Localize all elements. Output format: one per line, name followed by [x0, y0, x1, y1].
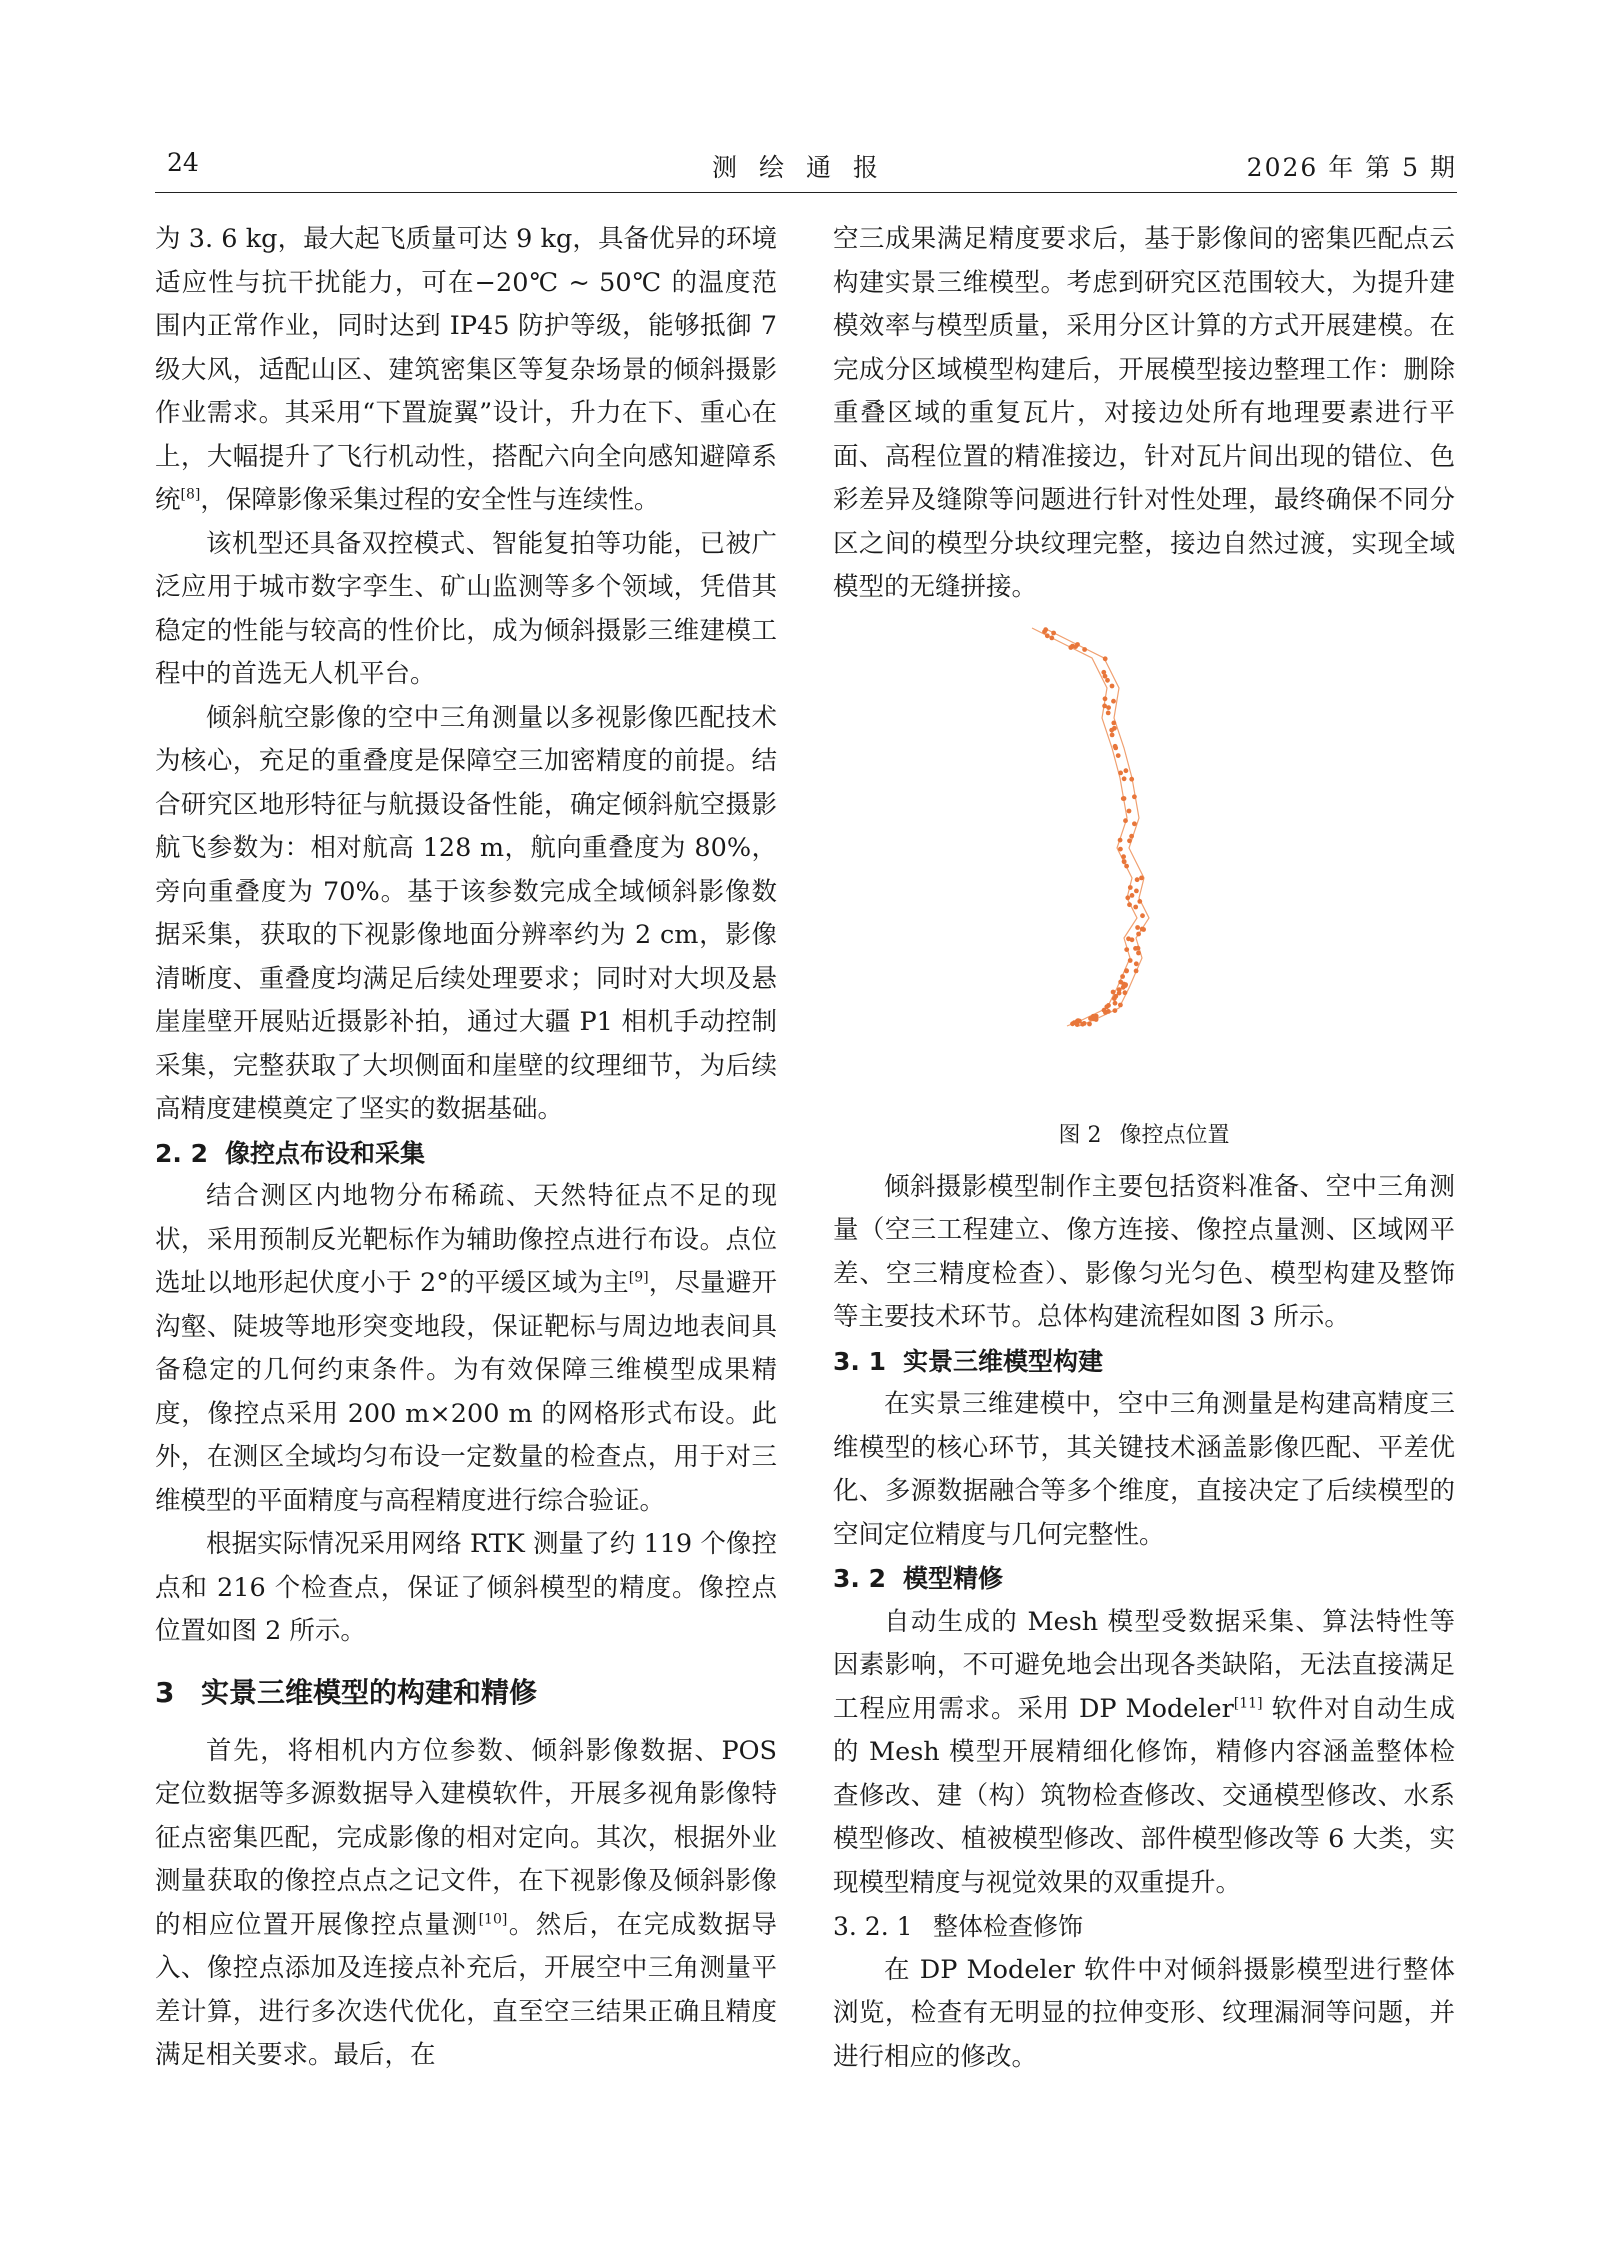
- control-point-marker: [1074, 1020, 1079, 1025]
- control-point-marker: [1049, 635, 1054, 640]
- control-point-marker: [1129, 833, 1134, 838]
- page-header: [155, 148, 1457, 188]
- control-point-marker: [1140, 913, 1145, 918]
- paragraph: 在 DP Modeler 软件中对倾斜摄影模型进行整体浏览，检查有无明显的拉伸变形、纹理漏洞等问题，并进行相应的修改。: [833, 1954, 1455, 2072]
- paragraph: 倾斜航空影像的空中三角测量以多视影像匹配技术为核心，充足的重叠度是保障空三加密精度的前提。结合研究区地形特征与航摄设备性能，确定倾斜航空摄影航飞参数为：相对航高 128 m，航向重叠度为 80%，旁向重叠度为 70%。基于该参数完成全域倾斜影像数据采集，获取的下视影像地面分辨率约为 2 cm，影像清晰度、重叠度均满足后续处理要求；同时对大坝及悬崖崖壁开展贴近摄影补拍，通过大疆 P1 相机手动控制采集，完整获取了大坝侧面和崖壁的纹理细节，为后续高精度建模奠定了坚实的数据基础。: [155, 702, 777, 1124]
- paragraph: 为 3. 6 kg，最大起飞质量可达 9 kg，具备优异的环境适应性与抗干扰能力，可在−20℃ ~ 50℃ 的温度范围内正常作业，同时达到 IP45 防护等级，能够抵御 7 级大风，适配山区、建筑密集区等复杂场景的倾斜摄影作业需求。其采用“下置旋翼”设计，升力在下、重心在上，大幅提升了飞行机动性，搭配六向全向感知避障系统[8]，保障影像采集过程的安全性与连续性。: [155, 224, 777, 515]
- section-heading: 3 实景三维模型的构建和精修: [155, 1675, 538, 1709]
- control-point-marker: [1134, 961, 1139, 966]
- control-point-marker: [1110, 732, 1115, 737]
- control-point-marker: [1130, 893, 1135, 898]
- paragraph: 自动生成的 Mesh 模型受数据采集、算法特性等因素影响，不可避免地会出现各类缺陷，无法直接满足工程应用需求。采用 DP Modeler[11] 软件对自动生成的 Mesh 模型开展精细化修饰，精修内容涵盖整体检查修改、建（构）筑物检查修改、交通模型修改、水系模型修改、植被模型修改、部件模型修改等 6 大类，实现模型精度与视觉效果的双重提升。: [833, 1606, 1455, 1898]
- control-point-marker: [1122, 859, 1127, 864]
- control-point-marker: [1132, 821, 1137, 826]
- control-point-marker: [1111, 698, 1116, 703]
- control-point-marker: [1101, 669, 1106, 674]
- route-line: [1044, 628, 1149, 1026]
- control-point-marker: [1134, 968, 1139, 973]
- control-point-marker: [1136, 931, 1141, 936]
- control-point-marker: [1116, 753, 1121, 758]
- right-column: [833, 218, 1455, 2079]
- control-point-marker: [1113, 1000, 1118, 1005]
- header-rule: [155, 192, 1457, 193]
- control-point-marker: [1136, 945, 1141, 950]
- subsection-heading: 3. 2. 1 整体检查修饰: [833, 1912, 1084, 1941]
- control-point-marker: [1106, 710, 1111, 715]
- control-point-marker: [1118, 846, 1123, 851]
- control-point-marker: [1117, 987, 1122, 992]
- control-point-marker: [1127, 838, 1132, 843]
- control-point-marker: [1124, 947, 1129, 952]
- control-point-marker: [1124, 768, 1129, 773]
- figure-caption: 图 2 像控点位置: [1058, 1122, 1230, 1148]
- control-point-marker: [1121, 984, 1126, 989]
- control-point-marker: [1113, 745, 1118, 750]
- control-point-marker: [1106, 1009, 1111, 1014]
- control-point-marker: [1135, 877, 1140, 882]
- control-point-marker: [1129, 776, 1134, 781]
- control-point-marker: [1105, 677, 1110, 682]
- control-point-marker: [1128, 958, 1133, 963]
- control-point-marker: [1118, 979, 1123, 984]
- control-point-marker: [1118, 770, 1123, 775]
- control-point-marker: [1139, 875, 1144, 880]
- left-column: [155, 218, 777, 2078]
- page-number: 24: [167, 148, 199, 177]
- paragraph: 空三成果满足精度要求后，基于影像间的密集匹配点云构建实景三维模型。考虑到研究区范围较大，为提升建模效率与模型质量，采用分区计算的方式开展建模。在完成分区域模型构建后，开展模型接边整理工作：删除重叠区域的重复瓦片，对接边处所有地理要素进行平面、高程位置的精准接边，针对瓦片间出现的错位、色彩差异及缝隙等问题进行针对性处理，最终确保不同分区之间的模型分块纹理完整，接边自然过渡，实现全域模型的无缝拼接。: [833, 224, 1455, 602]
- control-point-marker: [1087, 1021, 1092, 1026]
- control-point-marker: [1110, 683, 1115, 688]
- control-point-marker: [1122, 796, 1127, 801]
- control-point-marker: [1045, 633, 1050, 638]
- control-point-marker: [1123, 990, 1128, 995]
- control-point-marker: [1043, 627, 1048, 632]
- route-line: [1032, 628, 1137, 1026]
- control-point-marker: [1128, 885, 1133, 890]
- control-point-marker: [1111, 720, 1116, 725]
- control-point-marker: [1070, 643, 1075, 648]
- control-point-marker: [1137, 899, 1142, 904]
- control-point-marker: [1112, 996, 1117, 1001]
- control-point-marker: [1136, 950, 1141, 955]
- control-point-marker: [1111, 989, 1116, 994]
- control-point-marker: [1088, 1016, 1093, 1021]
- paragraph: 在实景三维建模中，空中三角测量是构建高精度三维模型的核心环节，其关键技术涵盖影像匹配、平差优化、多源数据融合等多个维度，直接决定了后续模型的空间定位精度与几何完整性。: [833, 1389, 1455, 1550]
- section-heading: 2. 2 像控点布设和采集: [155, 1138, 426, 1168]
- paragraph: 根据实际情况采用网络 RTK 测量了约 119 个像控点和 216 个检查点，保证了倾斜模型的精度。像控点位置如图 2 所示。: [155, 1529, 777, 1646]
- control-point-marker: [1127, 808, 1132, 813]
- control-point-marker: [1121, 854, 1126, 859]
- figure-control-points: [833, 610, 1455, 1110]
- control-point-marker: [1102, 703, 1107, 708]
- section-heading: 3. 2 模型精修: [833, 1564, 1004, 1593]
- control-point-marker: [1135, 925, 1140, 930]
- control-point-marker: [1125, 895, 1130, 900]
- control-point-marker: [1118, 1002, 1123, 1007]
- paragraph: 该机型还具备双控模式、智能复拍等功能，已被广泛应用于城市数字孪生、矿山监测等多个领域，凭借其稳定的性能与较高的性价比，成为倾斜摄影三维建模工程中的首选无人机平台。: [155, 528, 777, 689]
- control-point-marker: [1051, 630, 1056, 635]
- control-point-marker: [1118, 837, 1123, 842]
- paragraph: 首先，将相机内方位参数、倾斜影像数据、POS 定位数据等多源数据导入建模软件，开展多视角影像特征点密集匹配，完成影像的相对定向。其次，根据外业测量获取的像控点点之记文件，在下视影像及倾斜影像的相应位置开展像控点量测[10]。然后，在完成数据导入、像控点添加及连接点补充后，开展空中三角测量平差计算，进行多次迭代优化，直至空三结果正确且精度满足相关要求。最后，在: [155, 1735, 777, 2070]
- issue-number: 2026 年 第 5 期: [1246, 153, 1457, 182]
- control-point-marker: [1112, 725, 1117, 730]
- journal-name: 测绘通报: [711, 153, 900, 182]
- control-point-marker: [1122, 776, 1127, 781]
- control-point-marker: [1103, 656, 1108, 661]
- control-point-marker: [1124, 863, 1129, 868]
- control-point-marker: [1082, 647, 1087, 652]
- control-point-marker: [1120, 974, 1125, 979]
- control-point-marker: [1113, 1008, 1118, 1013]
- control-point-marker: [1134, 888, 1139, 893]
- paragraph: 结合测区内地物分布稀疏、天然特征点不足的现状，采用预制反光靶标作为辅助像控点进行布设。点位选址以地形起伏度小于 2°的平缓区域为主[9]，尽量避开沟壑、陡坡等地形突变地段，保证靶标与周边地表间具备稳定的几何约束条件。为有效保障三维模型成果精度，像控点采用 200 m×200 m 的网格形式布设。此外，在测区全域均匀布设一定数量的检查点，用于对三维模型的平面精度与高程精度进行综合验证。: [155, 1181, 777, 1516]
- control-point-marker: [1141, 927, 1146, 932]
- control-point-marker: [1133, 904, 1138, 909]
- paragraph: 倾斜摄影模型制作主要包括资料准备、空中三角测量（空三工程建立、像方连接、像控点量测、区域网平差、空三精度检查）、影像匀光匀色、模型构建及整饰等主要技术环节。总体构建流程如图 3 所示。: [833, 1171, 1455, 1332]
- control-point-marker: [1126, 936, 1131, 941]
- control-point-map: [1018, 618, 1218, 1038]
- section-heading: 3. 1 实景三维模型构建: [833, 1346, 1104, 1376]
- control-point-marker: [1132, 794, 1137, 799]
- control-point-marker: [1103, 696, 1108, 701]
- control-point-marker: [1123, 818, 1128, 823]
- control-point-marker: [1124, 968, 1129, 973]
- control-point-marker: [1127, 902, 1132, 907]
